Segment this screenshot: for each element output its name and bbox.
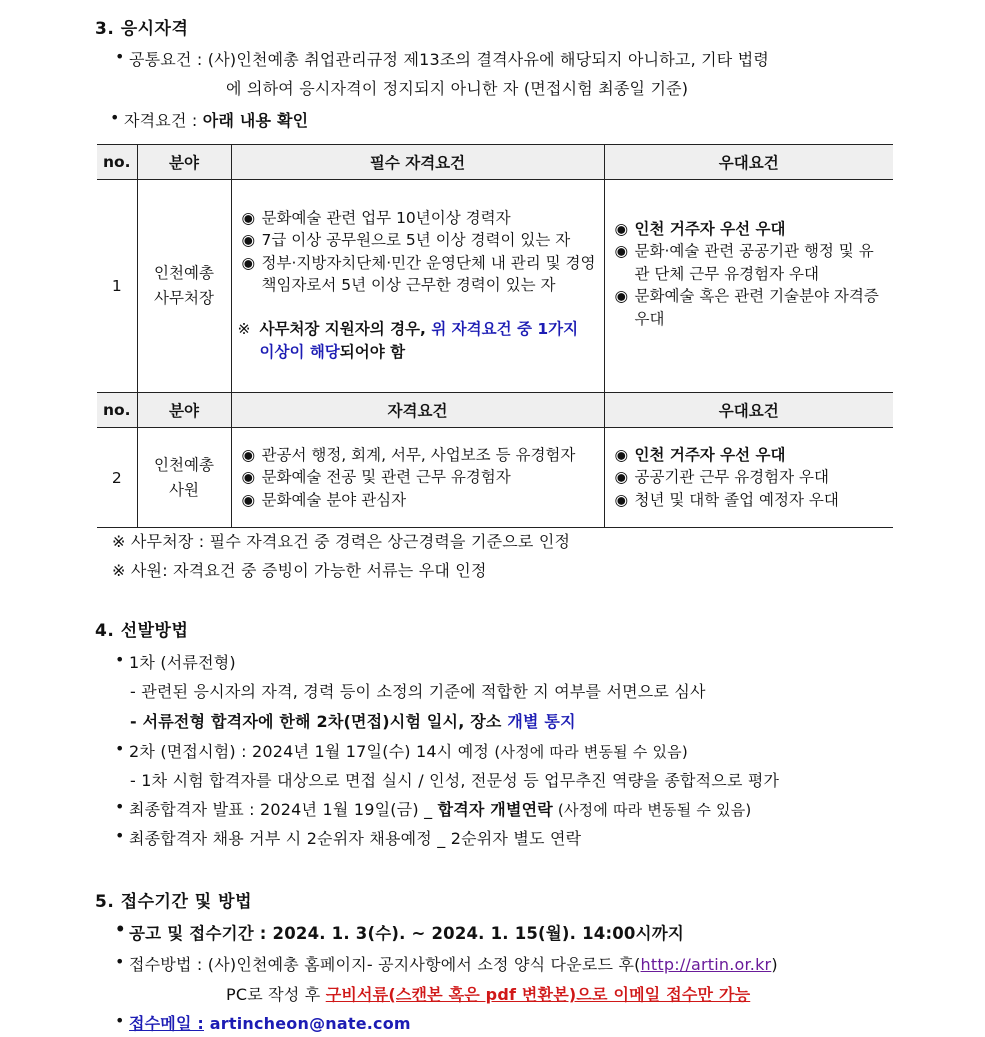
email-address[interactable]: artincheon@nate.com	[204, 1014, 411, 1033]
application-method-2: PC로 작성 후 구비서류(스캔본 혹은 pdf 변환본)으로 이메일 접수만 가능	[226, 985, 751, 1004]
bullet-circle-icon: ◉	[614, 445, 629, 464]
round2: • 2차 (면접시험) : 2024년 1월 17일(수) 14시 예정 (사정에 따라 변동될 수 있음)	[129, 739, 688, 762]
list-item: ◉ 문화예술 관련 업무 10년이상 경력자	[238, 207, 598, 229]
table-row	[97, 428, 893, 528]
list-item: ◉ 문화예술 전공 및 관련 근무 유경험자	[238, 466, 598, 488]
header2-preferred: 우대요건	[604, 393, 893, 428]
round1-detail-b: - 서류전형 합격자에 한해 2차(면접)시험 일시, 장소 개별 통지	[130, 712, 576, 731]
bullet-circle-icon: ◉	[241, 490, 256, 509]
table-row	[97, 180, 893, 393]
bullet-circle-icon: ◉	[241, 231, 256, 250]
note-manager: ※ 사무처장 : 필수 자격요건 중 경력은 상근경력을 기준으로 인정	[112, 532, 571, 551]
note-mark: ※	[237, 320, 251, 339]
application-method: • 접수방법 : (사)인천예총 홈페이지- 공지사항에서 소정 양식 다운로드 후(http://artin.or.kr)	[129, 952, 778, 975]
list-item: ◉ 7급 이상 공무원으로 5년 이상 경력이 있는 자	[238, 229, 598, 251]
row1-field-line2: 사무처장	[154, 289, 214, 307]
qualification-requirement	[124, 108, 308, 131]
application-period: • 공고 및 접수기간 : 2024. 1. 3(수). ~ 2024. 1. 15(월). 14:00시까지	[129, 920, 684, 944]
round1-detail-a: - 관련된 응시자의 자격, 경력 등이 소정의 기준에 적합한 지 여부를 서면으로 심사	[130, 682, 706, 701]
row2-field-line1: 인천예총	[154, 455, 214, 474]
reserve-candidate: • 최종합격자 채용 거부 시 2순위자 채용예정 _ 2순위자 별도 연락	[129, 826, 581, 849]
row1-field	[137, 180, 231, 393]
email-label: 접수메일 :	[129, 1014, 204, 1033]
round1: • 1차 (서류전형)	[129, 650, 236, 673]
header2-required: 자격요건	[231, 393, 604, 428]
bullet-circle-icon: ◉	[614, 219, 629, 238]
row2-preferred	[604, 428, 893, 528]
bullet-circle-icon: ◉	[241, 208, 256, 227]
section-5-title: 5. 접수기간 및 방법	[95, 892, 252, 912]
bullet-circle-icon: ◉	[241, 468, 256, 487]
list-item: ◉ 청년 및 대학 졸업 예정자 우대	[611, 489, 888, 511]
row2-field-line2: 사원	[169, 480, 199, 499]
row1-note: ※ 사무처장 지원자의 경우, 위 자격요건 중 1가지 이상이 해당되어야 함	[237, 320, 579, 361]
row2-required	[231, 428, 604, 528]
list-item: ◉ 문화예술 혹은 관련 기술분야 자격증 우대	[614, 287, 879, 328]
header-field: 분야	[137, 145, 231, 180]
header-preferred: 우대요건	[604, 145, 893, 180]
note-staff: ※ 사원: 자격요건 중 증빙이 가능한 서류는 우대 인정	[112, 561, 487, 580]
row1-field-line1: 인천예총	[154, 264, 214, 283]
application-email	[129, 1011, 411, 1034]
bullet-circle-icon: ◉	[614, 468, 629, 487]
common-line1: (사)인천예총 취업관리규정 제13조의 결격사유에 해당되지 아니하고, 기타 법령	[207, 50, 770, 69]
list-item: ◉ 문화예술 분야 관심자	[238, 489, 598, 511]
list-item: ◉ 인천 거주자 우선 우대	[611, 444, 888, 466]
list-item: ◉ 관공서 행정, 회계, 서무, 사업보조 등 유경험자	[238, 444, 598, 466]
header2-no: no.	[97, 393, 137, 428]
round2-detail: - 1차 시험 합격자를 대상으로 면접 실시 / 인성, 전문성 등 업무추진 역량을 종합적으로 평가	[130, 771, 780, 790]
list-item: ◉ 공공기관 근무 유경험자 우대	[611, 466, 888, 488]
table-header-1	[97, 145, 893, 180]
bullet-circle-icon: ◉	[614, 287, 629, 306]
common-line2: 에 의하여 응시자격이 정지되지 아니한 자 (면접시험 최종일 기준)	[226, 79, 689, 98]
qual-label: 자격요건 :	[124, 111, 203, 130]
section-3-title: 3. 응시자격	[95, 19, 189, 39]
row1-no: 1	[97, 180, 137, 393]
list-item: ◉ 문화·예술 관련 공공기관 행정 및 유관 단체 근무 유경험자 우대	[614, 242, 874, 283]
section-4-title: 4. 선발방법	[95, 621, 189, 641]
common-requirement	[129, 47, 769, 70]
bullet-circle-icon: ◉	[614, 490, 629, 509]
header-required: 필수 자격요건	[231, 145, 604, 180]
bullet-circle-icon: ◉	[241, 445, 256, 464]
homepage-link[interactable]: http://artin.or.kr	[640, 955, 772, 974]
qual-value: 아래 내용 확인	[202, 111, 309, 130]
final-announcement: • 최종합격자 발표 : 2024년 1월 19일(금) _ 합격자 개별연락 (사정에 따라 변동될 수 있음)	[129, 797, 751, 820]
row1-required	[231, 180, 604, 393]
header2-field: 분야	[137, 393, 231, 428]
row2-no: 2	[97, 428, 137, 528]
row2-field	[137, 428, 231, 528]
row1-preferred	[604, 180, 893, 393]
qualification-table	[97, 144, 893, 528]
bullet-circle-icon: ◉	[614, 242, 629, 261]
common-label: 공통요건 :	[129, 50, 208, 69]
table-header-2	[97, 393, 893, 428]
list-item: ◉ 정부·지방자치단체·민간 운영단체 내 관리 및 경영책임자로서 5년 이상 근무한 경력이 있는 자	[241, 253, 596, 294]
list-item: ◉ 인천 거주자 우선 우대	[611, 218, 888, 240]
header-no: no.	[97, 145, 137, 180]
bullet-circle-icon: ◉	[241, 253, 256, 272]
